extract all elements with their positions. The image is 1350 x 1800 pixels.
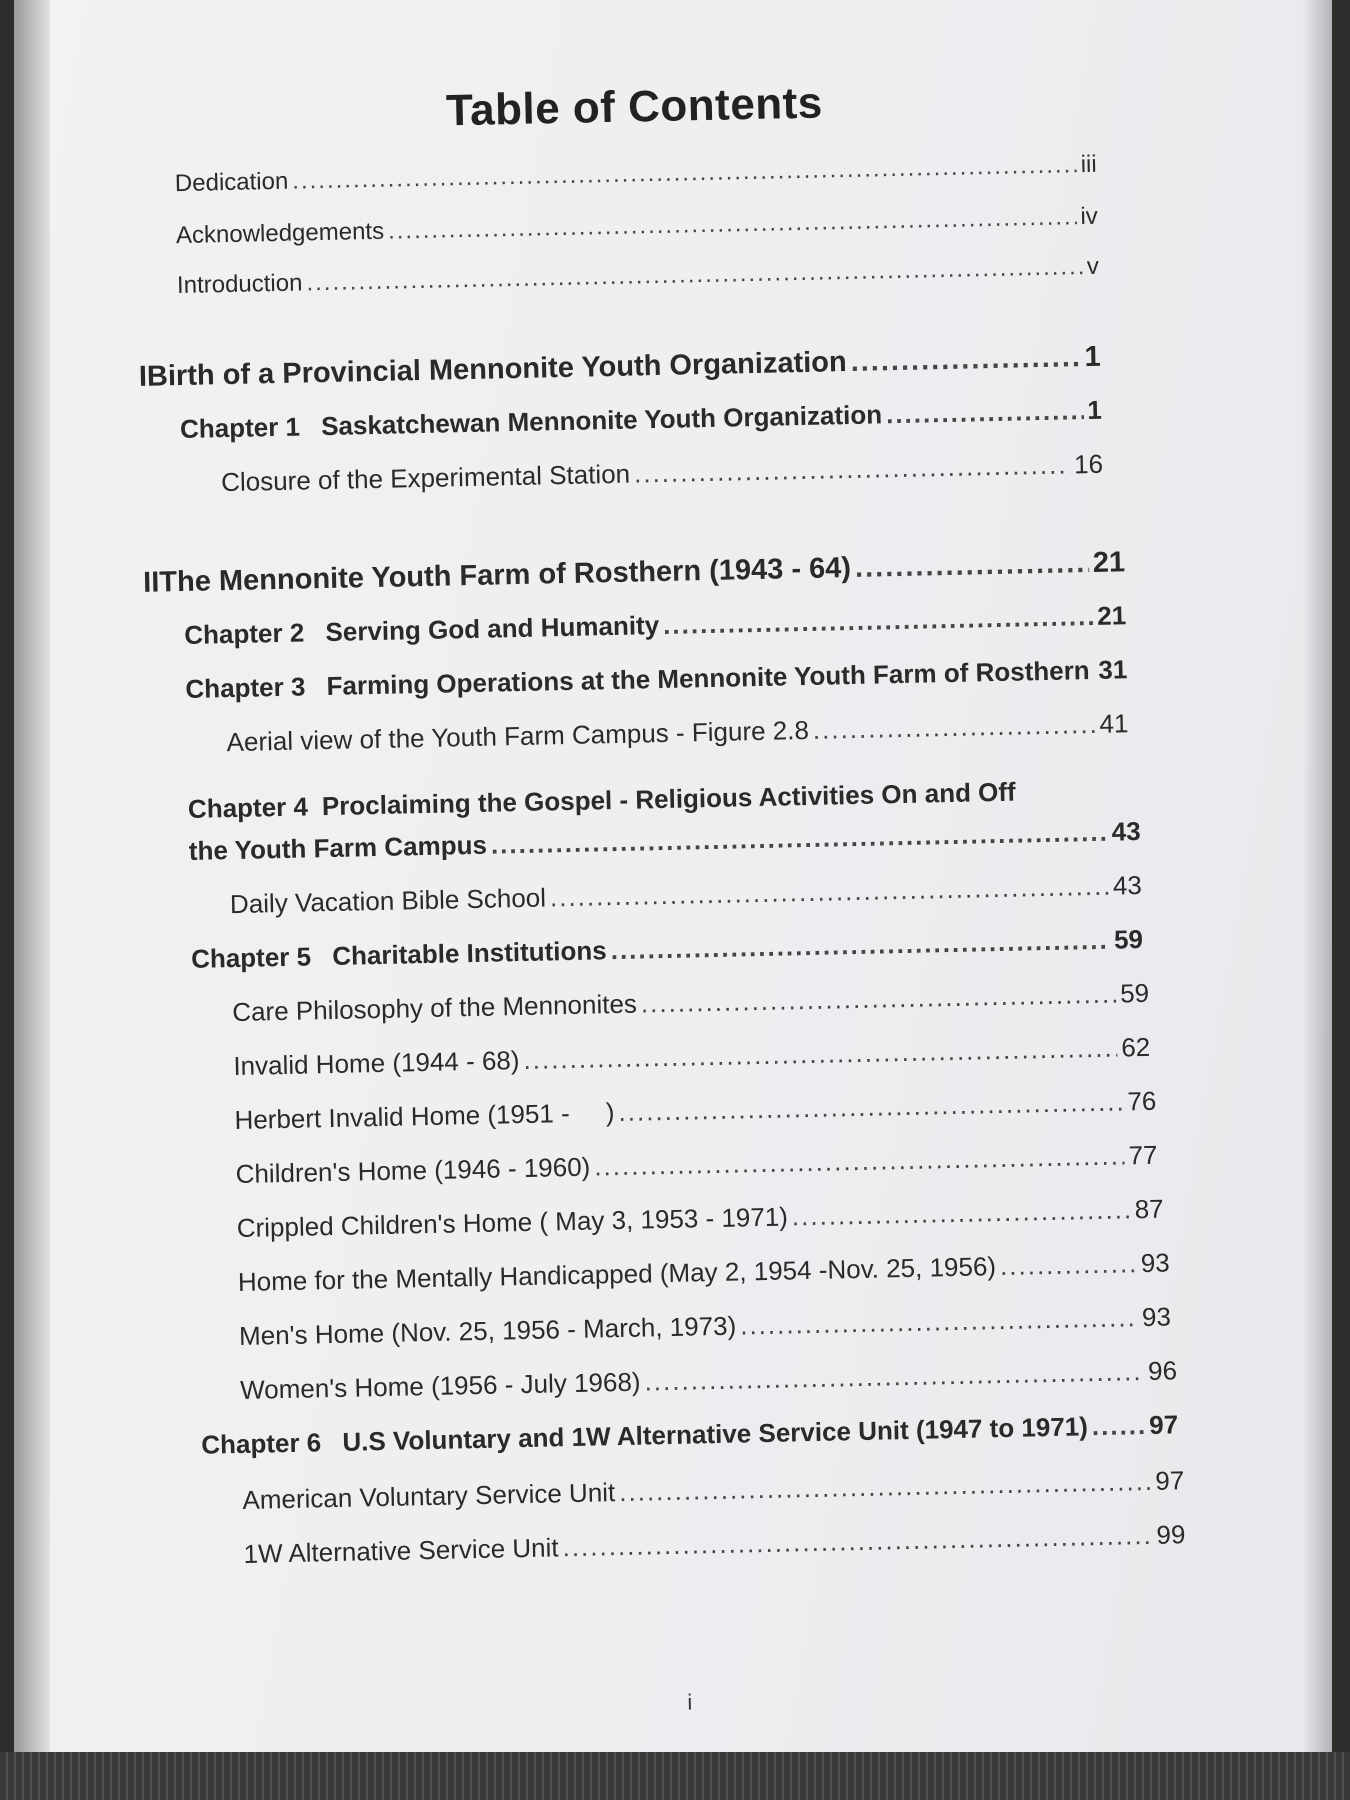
toc-section-label: Daily Vacation Bible School (229, 882, 547, 920)
chapter-label: Chapter 3 (185, 671, 306, 704)
toc-section-crippled-childrens-home[interactable] (236, 1194, 1163, 1244)
dot-leader (618, 1086, 1124, 1128)
toc-section-mentally-handicapped-home[interactable] (238, 1247, 1170, 1298)
dot-leader (886, 395, 1084, 430)
toc-section-label: 1W Alternative Service Unit (243, 1532, 559, 1569)
toc-page-number: iii (1080, 150, 1097, 179)
chapter-title: Proclaiming the Gospel - Religious Activities On and Off (321, 776, 1016, 822)
chapter-label: Chapter 6 (200, 1427, 322, 1460)
dot-leader (491, 817, 1109, 861)
page-number-footer: i (687, 1689, 693, 1715)
toc-part-title: Birth of a Provincial Mennonite Youth Organization (146, 346, 847, 393)
book-page (14, 0, 1332, 1752)
chapter-label: Chapter 4 (187, 791, 309, 824)
toc-page-number: 1 (1084, 340, 1102, 374)
toc-page-number: 21 (1092, 546, 1126, 579)
toc-section-womens-home[interactable] (240, 1355, 1177, 1406)
background-surface (0, 1752, 1350, 1800)
chapter-title: Serving God and Humanity (325, 610, 660, 648)
toc-section-herbert-invalid-home[interactable] (234, 1086, 1156, 1136)
dot-leader (306, 253, 1083, 297)
toc-section-vacation-bible-school[interactable] (230, 870, 1142, 920)
toc-section-label: Closure of the Experimental Station (220, 458, 631, 498)
toc-page-number: 77 (1128, 1139, 1158, 1171)
toc-page-number: 97 (1155, 1465, 1185, 1496)
chapter-title: Saskatchewan Mennonite Youth Organization (320, 399, 883, 442)
toc-section-label: Men's Home (Nov. 25, 1956 - March, 1973) (238, 1310, 737, 1351)
toc-chapter-4-line2[interactable] (189, 816, 1141, 867)
dot-leader (292, 151, 1077, 195)
toc-chapter-5[interactable] (191, 924, 1143, 975)
toc-page-number: 21 (1096, 600, 1127, 631)
toc-section-label: Crippled Children's Home ( May 3, 1953 - 1971) (236, 1201, 789, 1244)
chapter-title-continued: the Youth Farm Campus (188, 829, 488, 866)
chapter-title: Farming Operations at the Mennonite Youth Farm of Rosthern (326, 655, 1090, 702)
dot-leader (562, 1520, 1153, 1563)
toc-section-label: Aerial view of the Youth Farm Campus - Figure 2.8 (226, 714, 810, 758)
toc-entry-acknowledgements[interactable] (176, 203, 1098, 250)
toc-page-number: 16 (1073, 448, 1104, 480)
toc-section-aerial-view[interactable] (226, 708, 1128, 758)
toc-chapter-6[interactable] (201, 1409, 1178, 1460)
toc-page-number: iv (1080, 202, 1099, 231)
chapter-label: Chapter 5 (190, 941, 312, 974)
dot-leader (388, 203, 1077, 245)
dot-leader (855, 547, 1089, 585)
dot-leader (644, 1356, 1144, 1397)
toc-page-number: 99 (1156, 1519, 1186, 1550)
part-numeral: II (142, 566, 160, 599)
toc-page-number: 62 (1120, 1031, 1151, 1063)
dot-leader (619, 1466, 1152, 1508)
dot-leader (813, 709, 1096, 746)
toc-page-number: 59 (1113, 923, 1144, 955)
toc-part-1[interactable] (139, 341, 1101, 394)
page-title: Table of Contents (445, 78, 824, 136)
toc-page-number: 96 (1147, 1355, 1178, 1386)
toc-page-number: 43 (1112, 869, 1143, 901)
toc-page-number: 1 (1087, 394, 1103, 426)
chapter-title: U.S Voluntary and 1W Alternative Service Unit (1947 to 1971) (342, 1411, 1089, 1457)
page-content (14, 0, 1332, 1752)
chapter-title: Charitable Institutions (331, 935, 607, 971)
toc-page-number: 41 (1099, 708, 1129, 739)
toc-chapter-4-line1[interactable] (188, 777, 1016, 825)
toc-page-number: 97 (1148, 1409, 1179, 1440)
toc-entry-introduction[interactable] (177, 253, 1099, 300)
toc-chapter-3[interactable] (185, 654, 1127, 705)
dot-leader (1000, 1248, 1137, 1282)
toc-section-american-voluntary-service[interactable] (242, 1465, 1184, 1516)
toc-section-label: American Voluntary Service Unit (242, 1477, 616, 1515)
toc-entry-label: Acknowledgements (175, 217, 385, 250)
toc-part-title: The Mennonite Youth Farm of Rosthern (1943 - 64) (159, 552, 852, 599)
toc-section-label: Children's Home (1946 - 1960) (235, 1151, 591, 1190)
toc-entry-label: Introduction (176, 269, 303, 300)
dot-leader (550, 871, 1110, 914)
chapter-label: Chapter 1 (179, 411, 301, 445)
dot-leader (594, 1140, 1125, 1182)
toc-part-2[interactable] (143, 546, 1125, 600)
dot-leader (634, 449, 1071, 489)
toc-section-label: Home for the Mentally Handicapped (May 2, 1954 -Nov. 25, 1956) (237, 1251, 997, 1298)
toc-section-invalid-home[interactable] (233, 1032, 1150, 1082)
dot-leader (792, 1194, 1131, 1232)
toc-page-number: 93 (1141, 1301, 1172, 1333)
toc-entry-label: Dedication (174, 167, 289, 198)
part-numeral: I (138, 360, 148, 393)
toc-section-childrens-home[interactable] (235, 1140, 1157, 1190)
toc-section-mens-home[interactable] (239, 1301, 1171, 1352)
toc-page-number: 31 (1098, 654, 1128, 685)
dot-leader (740, 1302, 1138, 1341)
toc-chapter-2[interactable] (184, 600, 1126, 651)
toc-chapter-1[interactable] (180, 395, 1102, 445)
toc-page-number: 87 (1134, 1193, 1164, 1225)
dot-leader (641, 979, 1117, 1020)
toc-entry-dedication[interactable] (175, 151, 1097, 198)
dot-leader (1093, 655, 1094, 686)
dot-leader (850, 341, 1081, 379)
toc-section-1w-alternative-service[interactable] (243, 1519, 1185, 1570)
toc-page-number: 93 (1140, 1247, 1171, 1279)
toc-section-label: Herbert Invalid Home (1951 - ) (234, 1097, 615, 1136)
toc-section-label: Women's Home (1956 - July 1968) (239, 1366, 641, 1405)
dot-leader (523, 1033, 1117, 1076)
chapter-label: Chapter 2 (184, 617, 305, 650)
toc-section-label: Care Philosophy of the Mennonites (231, 988, 638, 1028)
toc-section-care-philosophy[interactable] (232, 978, 1149, 1028)
dot-leader (610, 925, 1110, 966)
dot-leader (1092, 1410, 1146, 1442)
toc-page-number: v (1086, 252, 1100, 281)
toc-page-number: 76 (1127, 1085, 1157, 1117)
dot-leader (663, 601, 1094, 641)
toc-section-closure-experimental-station[interactable] (221, 449, 1103, 498)
toc-page-number: 43 (1111, 816, 1141, 847)
toc-section-label: Invalid Home (1944 - 68) (233, 1045, 520, 1082)
toc-page-number: 59 (1119, 977, 1150, 1009)
